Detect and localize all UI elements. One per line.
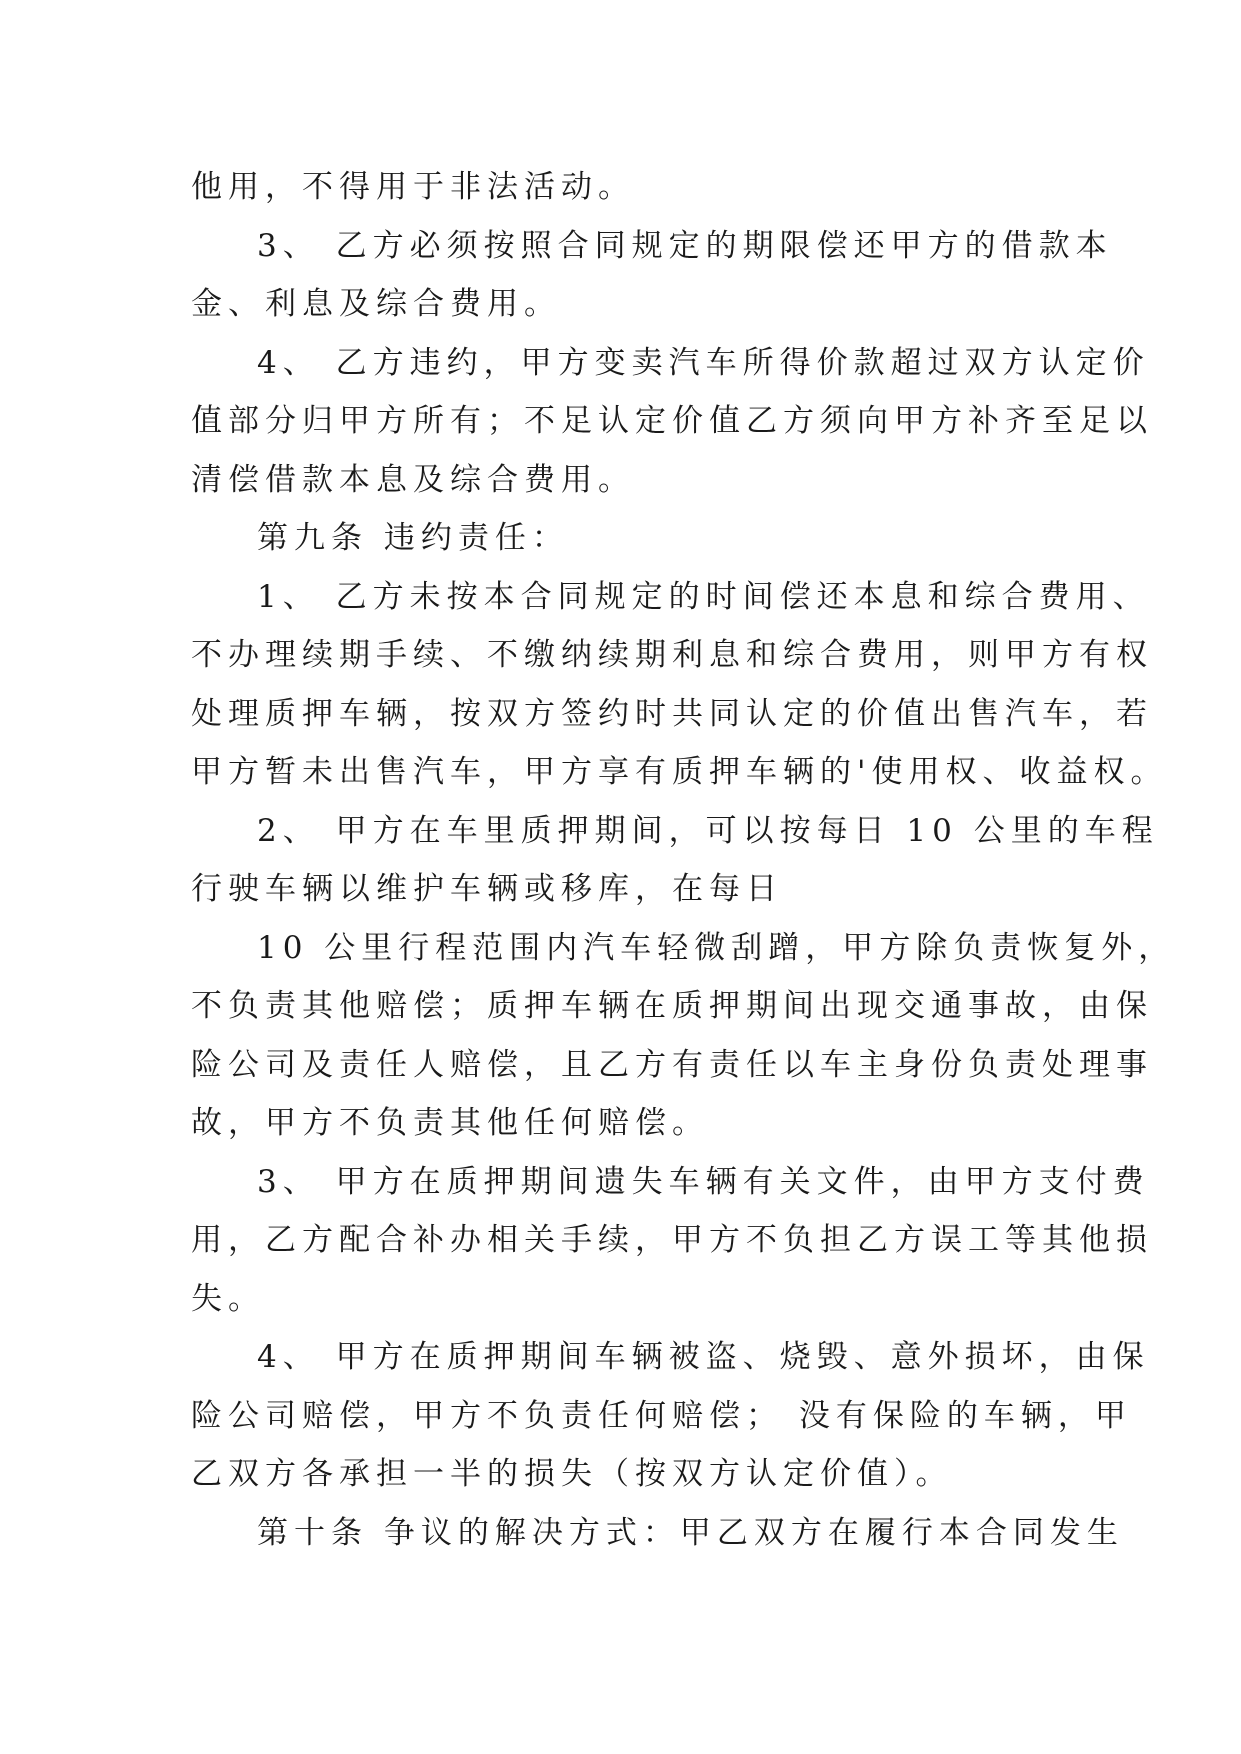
contract-text bbox=[191, 158, 1176, 1562]
text-line: 2、 甲方在车里质押期间，可以按每日 10 公里的车程 bbox=[257, 812, 1159, 849]
text-line: 3、 甲方在质押期间遗失车辆有关文件，由甲方支付费 bbox=[257, 1163, 1150, 1200]
text-line: 10 公里行程范围内汽车轻微刮蹭，甲方除负责恢复外， bbox=[257, 929, 1176, 966]
text-line: 险公司赔偿，甲方不负责任何赔偿； 没有保险的车辆，甲 bbox=[191, 1397, 1132, 1434]
text-line: 故，甲方不负责其他任何赔偿。 bbox=[191, 1105, 709, 1141]
text-line: 不办理续期手续、不缴纳续期利息和综合费用，则甲方有权 bbox=[191, 637, 1153, 673]
text-line: 处理质押车辆，按双方签约时共同认定的价值出售汽车，若 bbox=[191, 695, 1153, 732]
text-line: 乙双方各承担一半的损失（按双方认定价值）。 bbox=[191, 1456, 953, 1492]
text-line: 行驶车辆以维护车辆或移库，在每日 bbox=[191, 871, 783, 907]
text-line: 失。 bbox=[191, 1280, 265, 1317]
text-line: 4、 甲方在质押期间车辆被盗、烧毁、意外损坏，由保 bbox=[257, 1339, 1150, 1375]
text-line: 4、 乙方违约，甲方变卖汽车所得价款超过双方认定价 bbox=[257, 344, 1150, 381]
text-line: 他用，不得用于非法活动。 bbox=[191, 169, 635, 205]
text-line: 值部分归甲方所有；不足认定价值乙方须向甲方补齐至足以 bbox=[191, 403, 1153, 439]
section-heading: 第十条 争议的解决方式：甲乙双方在履行本合同发生 bbox=[257, 1514, 1124, 1551]
text-line: 不负责其他赔偿；质押车辆在质押期间出现交通事故，由保 bbox=[191, 988, 1153, 1024]
text-line: 用，乙方配合补办相关手续，甲方不负担乙方误工等其他损 bbox=[191, 1222, 1153, 1258]
text-line: 甲方暂未出售汽车，甲方享有质押车辆的'使用权、收益权。 bbox=[191, 754, 1168, 790]
text-line: 清偿借款本息及综合费用。 bbox=[191, 461, 635, 498]
section-heading: 第九条 违约责任： bbox=[257, 520, 569, 556]
text-line: 险公司及责任人赔偿，且乙方有责任以车主身份负责处理事 bbox=[191, 1046, 1153, 1083]
text-line: 金、利息及综合费用。 bbox=[191, 286, 561, 322]
text-line: 1、 乙方未按本合同规定的时间偿还本息和综合费用、 bbox=[257, 578, 1150, 615]
text-line: 3、 乙方必须按照合同规定的期限偿还甲方的借款本 bbox=[257, 227, 1113, 264]
